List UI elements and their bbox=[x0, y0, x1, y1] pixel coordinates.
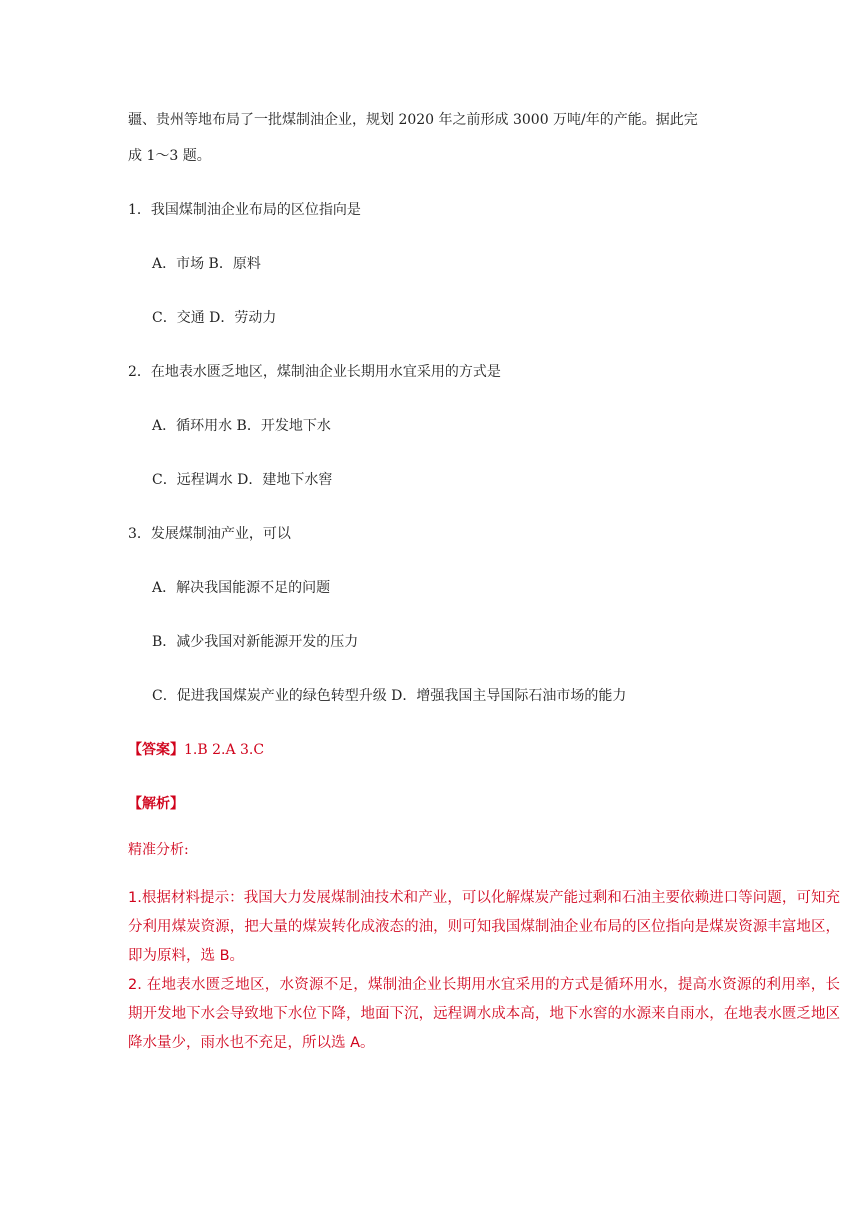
question-2-options-cd: C．远程调水 D．建地下水窖 bbox=[152, 472, 333, 488]
question-3-option-a: A．解决我国能源不足的问题 bbox=[152, 580, 331, 596]
answer-value: 1.B 2.A 3.C bbox=[184, 742, 265, 758]
analysis-body bbox=[128, 884, 840, 1058]
analysis-paragraph-1: 1.根据材料提示：我国大力发展煤制油技术和产业，可以化解煤炭产能过剩和石油主要依赖进口等问题，可知充分利用煤炭资源，把大量的煤炭转化成液态的油，则可知我国煤制油企业布局的区位指向是煤炭资源丰富地区，即为原料，选 B。 bbox=[128, 890, 840, 964]
answer-label: 【答案】 bbox=[128, 742, 184, 758]
question-1-options-cd: C．交通 D．劳动力 bbox=[152, 310, 277, 326]
intro-line-1: 疆、贵州等地布局了一批煤制油企业，规划 2020 年之前形成 3000 万吨/年的产能。据此完 bbox=[128, 112, 698, 128]
question-3-stem: 3．发展煤制油产业，可以 bbox=[128, 526, 291, 542]
analysis-paragraph-2: 2. 在地表水匮乏地区，水资源不足，煤制油企业长期用水宜采用的方式是循环用水，提高水资源的利用率，长期开发地下水会导致地下水位下降，地面下沉，远程调水成本高，地下水窖的水源来自雨水，在地表水匮乏地区降水量少，雨水也不充足，所以选 A。 bbox=[128, 977, 840, 1051]
question-1-options-ab: A．市场 B．原料 bbox=[152, 256, 261, 272]
question-2-stem: 2．在地表水匮乏地区，煤制油企业长期用水宜采用的方式是 bbox=[128, 364, 501, 380]
question-3-option-b: B．减少我国对新能源开发的压力 bbox=[152, 634, 359, 650]
question-1-stem: 1．我国煤制油企业布局的区位指向是 bbox=[128, 202, 361, 218]
question-3-options-cd: C．促进我国煤炭产业的绿色转型升级 D．增强我国主导国际石油市场的能力 bbox=[152, 688, 627, 704]
precise-analysis-label: 精准分析: bbox=[128, 842, 189, 858]
intro-line-2: 成 1～3 题。 bbox=[128, 148, 211, 164]
analysis-label: 【解析】 bbox=[128, 796, 184, 812]
question-2-options-ab: A．循环用水 B．开发地下水 bbox=[152, 418, 331, 434]
answer-line bbox=[128, 740, 264, 760]
